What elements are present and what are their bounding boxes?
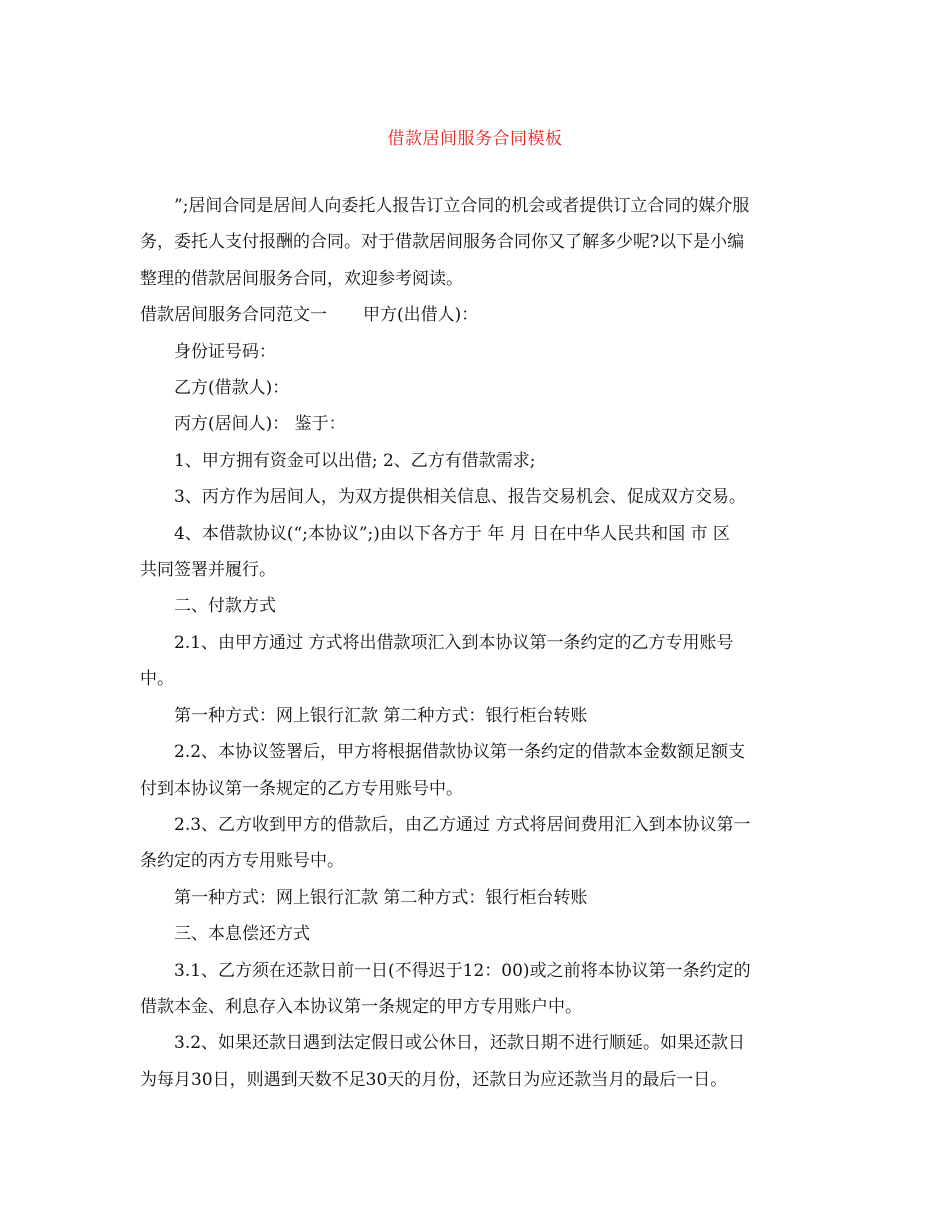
party-a-label: 甲方(出借人)： [363, 305, 479, 326]
paragraph-line: 乙方(借款人)： [174, 378, 290, 399]
paragraph-line: 中。 [140, 669, 174, 690]
section-heading: 借款居间服务合同范文一 [140, 305, 327, 326]
section-heading: 二、付款方式 [174, 596, 276, 617]
paragraph-line: 2.1、由甲方通过 方式将出借款项汇入到本协议第一条约定的乙方专用账号 [174, 632, 734, 653]
paragraph-line: 2.3、乙方收到甲方的借款后，由乙方通过 方式将居间费用汇入到本协议第一 [174, 814, 751, 835]
paragraph-line: 共同签署并履行。 [140, 560, 276, 581]
section-heading: 三、本息偿还方式 [174, 924, 310, 945]
paragraph-line: 1、甲方拥有资金可以出借; 2、乙方有借款需求; [174, 450, 536, 471]
paragraph-line: 3.1、乙方须在还款日前一日(不得迟于12：00)或之前将本协议第一条约定的 [174, 960, 751, 981]
paragraph-line: ”;居间合同是居间人向委托人报告订立合同的机会或者提供订立合同的媒介服 [174, 196, 750, 216]
paragraph-line: 为每月30日，则遇到天数不足30天的月份，还款日为应还款当月的最后一日。 [140, 1069, 728, 1090]
paragraph-line: 第一种方式：网上银行汇款 第二种方式：银行柜台转账 [174, 887, 588, 908]
paragraph-line: 条约定的丙方专用账号中。 [140, 851, 344, 872]
paragraph-line: 第一种方式：网上银行汇款 第二种方式：银行柜台转账 [174, 705, 588, 726]
paragraph-line: 2.2、本协议签署后，甲方将根据借款协议第一条约定的借款本金数额足额支 [174, 742, 746, 763]
document-body [140, 188, 812, 1098]
document-title: 借款居间服务合同模板 [387, 129, 563, 149]
paragraph-line: 丙方(居间人)： 鉴于： [174, 414, 346, 435]
paragraph-line [140, 297, 812, 333]
paragraph-line: 整理的借款居间服务合同，欢迎参考阅读。 [140, 268, 463, 289]
paragraph-line: 借款本金、利息存入本协议第一条规定的甲方专用账户中。 [140, 996, 582, 1017]
paragraph-line: 务，委托人支付报酬的合同。对于借款居间服务合同你又了解多少呢?以下是小编 [140, 232, 745, 253]
paragraph-line: 付到本协议第一条规定的乙方专用账号中。 [140, 778, 463, 799]
paragraph-line: 4、本借款协议(“;本协议”;)由以下各方于 年 月 日在中华人民共和国 市 区 [174, 523, 730, 544]
paragraph-line: 3.2、如果还款日遇到法定假日或公休日，还款日期不进行顺延。如果还款日 [174, 1033, 746, 1054]
paragraph-line: 身份证号码： [174, 341, 276, 362]
paragraph-line: 3、丙方作为居间人，为双方提供相关信息、报告交易机会、促成双方交易。 [174, 487, 746, 508]
